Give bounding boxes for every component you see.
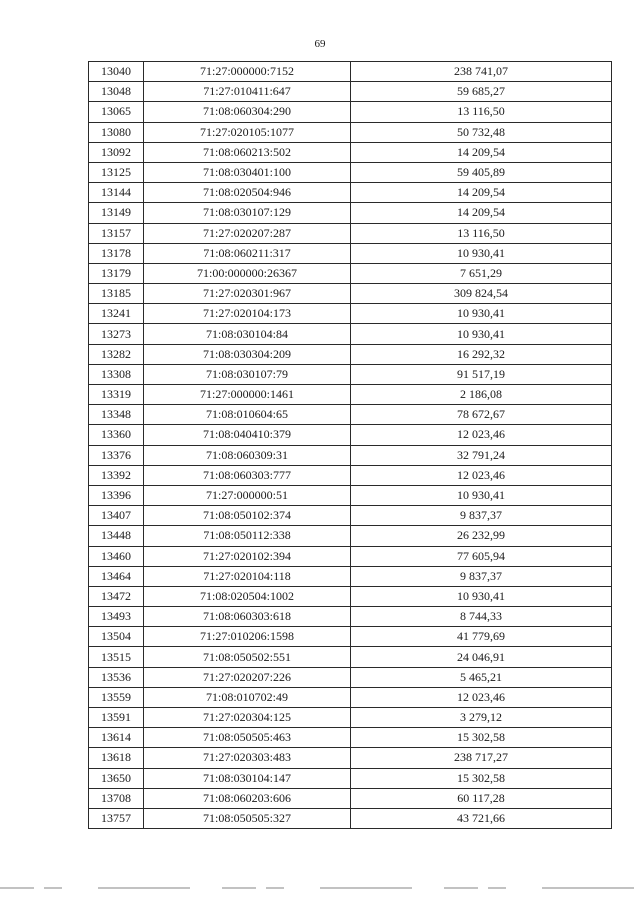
table-row — [89, 203, 612, 223]
cadastral-number-cell: 71:08:060203:606 — [144, 788, 351, 808]
row-number-cell: 13319 — [89, 385, 144, 405]
cadastral-number-cell: 71:08:030401:100 — [144, 162, 351, 182]
cadastral-number-cell: 71:27:020304:125 — [144, 708, 351, 728]
table-row — [89, 324, 612, 344]
cadastral-number-cell: 71:27:000000:51 — [144, 485, 351, 505]
row-number-cell: 13559 — [89, 687, 144, 707]
amount-cell: 5 465,21 — [351, 667, 612, 687]
cadastral-number-cell: 71:08:060309:31 — [144, 445, 351, 465]
table-row — [89, 344, 612, 364]
table-row — [89, 243, 612, 263]
table-row — [89, 788, 612, 808]
table-row — [89, 263, 612, 283]
amount-cell: 15 302,58 — [351, 728, 612, 748]
cadastral-number-cell: 71:08:060304:290 — [144, 102, 351, 122]
bottom-scan-line — [0, 887, 640, 889]
amount-cell: 14 209,54 — [351, 203, 612, 223]
table-row — [89, 82, 612, 102]
amount-cell: 13 116,50 — [351, 223, 612, 243]
row-number-cell: 13493 — [89, 607, 144, 627]
amount-cell: 7 651,29 — [351, 263, 612, 283]
table-row — [89, 223, 612, 243]
cadastral-number-cell: 71:00:000000:26367 — [144, 263, 351, 283]
cadastral-number-cell: 71:08:060211:317 — [144, 243, 351, 263]
amount-cell: 10 930,41 — [351, 586, 612, 606]
row-number-cell: 13618 — [89, 748, 144, 768]
cadastral-number-cell: 71:08:040410:379 — [144, 425, 351, 445]
cadastral-number-cell: 71:08:060213:502 — [144, 142, 351, 162]
cadastral-number-cell: 71:27:020303:483 — [144, 748, 351, 768]
row-number-cell: 13757 — [89, 808, 144, 828]
cadastral-number-cell: 71:27:020102:394 — [144, 546, 351, 566]
registry-table-body — [89, 62, 612, 829]
row-number-cell: 13040 — [89, 62, 144, 82]
row-number-cell: 13178 — [89, 243, 144, 263]
table-row — [89, 748, 612, 768]
row-number-cell: 13125 — [89, 162, 144, 182]
table-row — [89, 526, 612, 546]
row-number-cell: 13157 — [89, 223, 144, 243]
table-row — [89, 162, 612, 182]
table-row — [89, 385, 612, 405]
cadastral-number-cell: 71:08:050112:338 — [144, 526, 351, 546]
row-number-cell: 13708 — [89, 788, 144, 808]
page-number: 69 — [314, 38, 326, 50]
row-number-cell: 13282 — [89, 344, 144, 364]
amount-cell: 238 717,27 — [351, 748, 612, 768]
table-row — [89, 667, 612, 687]
amount-cell: 59 685,27 — [351, 82, 612, 102]
cadastral-number-cell: 71:27:020105:1077 — [144, 122, 351, 142]
cadastral-number-cell: 71:27:010411:647 — [144, 82, 351, 102]
row-number-cell: 13504 — [89, 627, 144, 647]
table-row — [89, 506, 612, 526]
table-row — [89, 284, 612, 304]
row-number-cell: 13396 — [89, 485, 144, 505]
cadastral-number-cell: 71:08:030304:209 — [144, 344, 351, 364]
amount-cell: 3 279,12 — [351, 708, 612, 728]
table-row — [89, 546, 612, 566]
amount-cell: 41 779,69 — [351, 627, 612, 647]
table-row — [89, 304, 612, 324]
row-number-cell: 13448 — [89, 526, 144, 546]
cadastral-number-cell: 71:08:030107:79 — [144, 364, 351, 384]
table-row — [89, 647, 612, 667]
table-row — [89, 405, 612, 425]
amount-cell: 14 209,54 — [351, 142, 612, 162]
row-number-cell: 13536 — [89, 667, 144, 687]
row-number-cell: 13308 — [89, 364, 144, 384]
row-number-cell: 13407 — [89, 506, 144, 526]
row-number-cell: 13460 — [89, 546, 144, 566]
row-number-cell: 13650 — [89, 768, 144, 788]
cadastral-number-cell: 71:08:050505:463 — [144, 728, 351, 748]
table-row — [89, 485, 612, 505]
table-row — [89, 445, 612, 465]
row-number-cell: 13591 — [89, 708, 144, 728]
amount-cell: 15 302,58 — [351, 768, 612, 788]
row-number-cell: 13065 — [89, 102, 144, 122]
table-row — [89, 708, 612, 728]
table-row — [89, 425, 612, 445]
amount-cell: 12 023,46 — [351, 687, 612, 707]
amount-cell: 32 791,24 — [351, 445, 612, 465]
row-number-cell: 13472 — [89, 586, 144, 606]
cadastral-number-cell: 71:08:010702:49 — [144, 687, 351, 707]
table-row — [89, 728, 612, 748]
amount-cell: 13 116,50 — [351, 102, 612, 122]
amount-cell: 10 930,41 — [351, 304, 612, 324]
amount-cell: 77 605,94 — [351, 546, 612, 566]
amount-cell: 2 186,08 — [351, 385, 612, 405]
amount-cell: 9 837,37 — [351, 566, 612, 586]
cadastral-number-cell: 71:08:020504:946 — [144, 183, 351, 203]
row-number-cell: 13185 — [89, 284, 144, 304]
cadastral-number-cell: 71:27:010206:1598 — [144, 627, 351, 647]
table-row — [89, 607, 612, 627]
registry-table — [88, 61, 612, 829]
cadastral-number-cell: 71:08:030107:129 — [144, 203, 351, 223]
cadastral-number-cell: 71:08:060303:777 — [144, 465, 351, 485]
amount-cell: 10 930,41 — [351, 243, 612, 263]
row-number-cell: 13515 — [89, 647, 144, 667]
row-number-cell: 13241 — [89, 304, 144, 324]
cadastral-number-cell: 71:08:020504:1002 — [144, 586, 351, 606]
row-number-cell: 13464 — [89, 566, 144, 586]
amount-cell: 50 732,48 — [351, 122, 612, 142]
amount-cell: 60 117,28 — [351, 788, 612, 808]
row-number-cell: 13376 — [89, 445, 144, 465]
amount-cell: 8 744,33 — [351, 607, 612, 627]
amount-cell: 309 824,54 — [351, 284, 612, 304]
cadastral-number-cell: 71:27:000000:1461 — [144, 385, 351, 405]
cadastral-number-cell: 71:08:030104:147 — [144, 768, 351, 788]
amount-cell: 12 023,46 — [351, 465, 612, 485]
cadastral-number-cell: 71:27:020301:967 — [144, 284, 351, 304]
amount-cell: 16 292,32 — [351, 344, 612, 364]
amount-cell: 12 023,46 — [351, 425, 612, 445]
table-row — [89, 62, 612, 82]
amount-cell: 24 046,91 — [351, 647, 612, 667]
amount-cell: 10 930,41 — [351, 485, 612, 505]
row-number-cell: 13048 — [89, 82, 144, 102]
cadastral-number-cell: 71:08:030104:84 — [144, 324, 351, 344]
amount-cell: 26 232,99 — [351, 526, 612, 546]
row-number-cell: 13273 — [89, 324, 144, 344]
amount-cell: 91 517,19 — [351, 364, 612, 384]
amount-cell: 43 721,66 — [351, 808, 612, 828]
row-number-cell: 13348 — [89, 405, 144, 425]
cadastral-number-cell: 71:08:010604:65 — [144, 405, 351, 425]
row-number-cell: 13392 — [89, 465, 144, 485]
row-number-cell: 13149 — [89, 203, 144, 223]
table-row — [89, 122, 612, 142]
row-number-cell: 13092 — [89, 142, 144, 162]
table-row — [89, 808, 612, 828]
table-row — [89, 465, 612, 485]
table-row — [89, 627, 612, 647]
row-number-cell: 13179 — [89, 263, 144, 283]
amount-cell: 10 930,41 — [351, 324, 612, 344]
cadastral-number-cell: 71:27:020207:226 — [144, 667, 351, 687]
table-row — [89, 687, 612, 707]
table-row — [89, 102, 612, 122]
row-number-cell: 13080 — [89, 122, 144, 142]
amount-cell: 14 209,54 — [351, 183, 612, 203]
cadastral-number-cell: 71:27:020104:118 — [144, 566, 351, 586]
row-number-cell: 13144 — [89, 183, 144, 203]
cadastral-number-cell: 71:27:020207:287 — [144, 223, 351, 243]
amount-cell: 238 741,07 — [351, 62, 612, 82]
table-row — [89, 364, 612, 384]
cadastral-number-cell: 71:08:060303:618 — [144, 607, 351, 627]
cadastral-number-cell: 71:27:020104:173 — [144, 304, 351, 324]
table-row — [89, 183, 612, 203]
table-row — [89, 586, 612, 606]
amount-cell: 78 672,67 — [351, 405, 612, 425]
table-row — [89, 142, 612, 162]
row-number-cell: 13360 — [89, 425, 144, 445]
cadastral-number-cell: 71:08:050505:327 — [144, 808, 351, 828]
cadastral-number-cell: 71:08:050102:374 — [144, 506, 351, 526]
amount-cell: 9 837,37 — [351, 506, 612, 526]
amount-cell: 59 405,89 — [351, 162, 612, 182]
table-row — [89, 566, 612, 586]
cadastral-number-cell: 71:08:050502:551 — [144, 647, 351, 667]
row-number-cell: 13614 — [89, 728, 144, 748]
table-row — [89, 768, 612, 788]
cadastral-number-cell: 71:27:000000:7152 — [144, 62, 351, 82]
